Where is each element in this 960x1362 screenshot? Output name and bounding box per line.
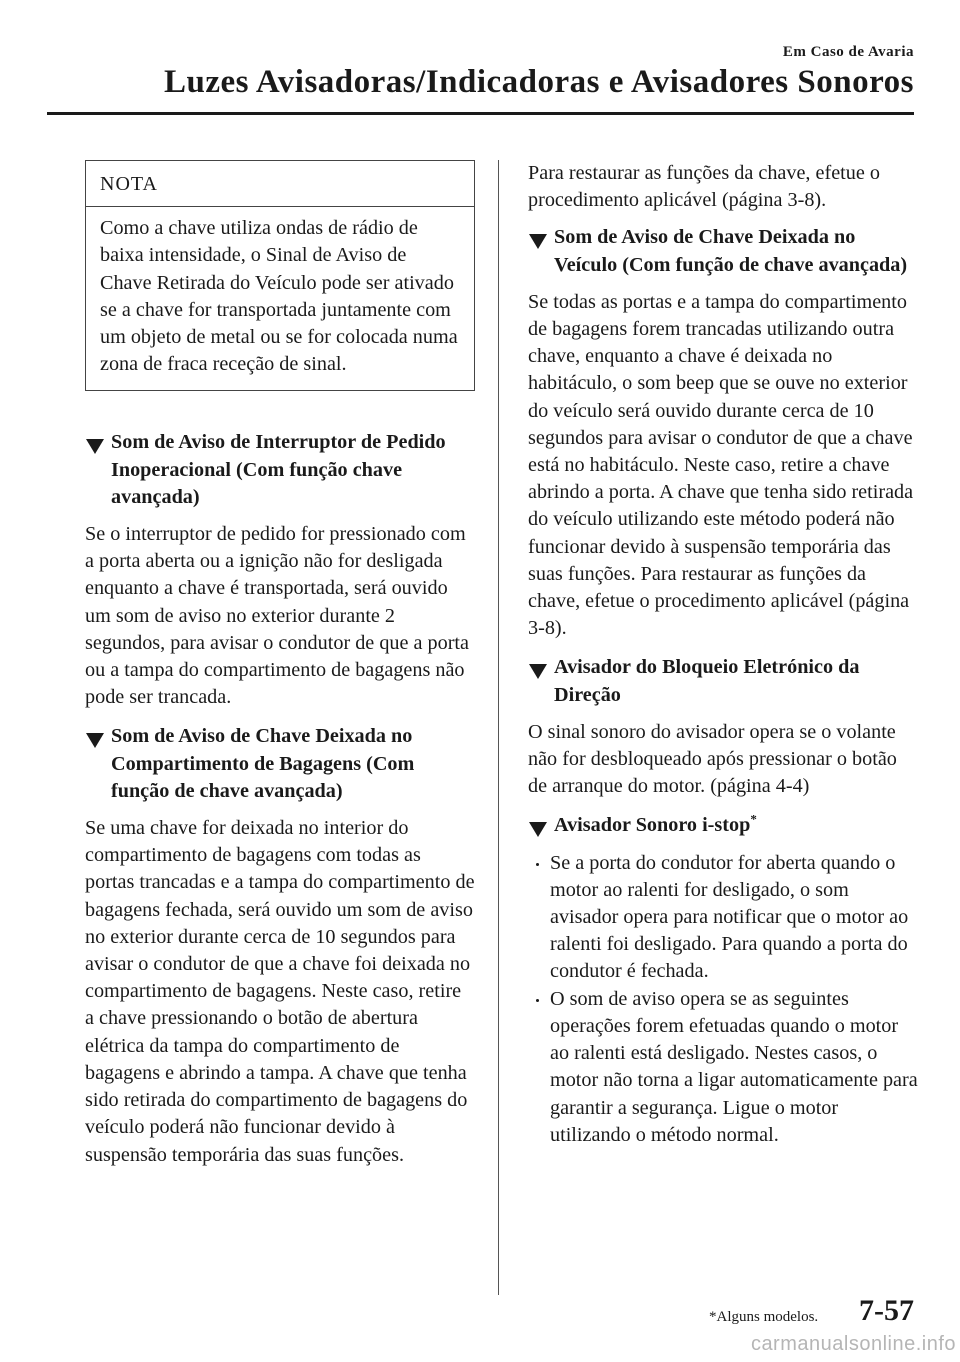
note-box bbox=[85, 160, 475, 391]
section-body: O sinal sonoro do avisador opera se o volante não for desbloqueado após pressionar o botão de arranque do motor. (página 4-4) bbox=[528, 720, 897, 798]
section-heading-text: Avisador do Bloqueio Eletrónico da Direção bbox=[554, 656, 860, 706]
section-heading-text: Som de Aviso de Interruptor de Pedido Inoperacional (Com função chave avançada) bbox=[111, 431, 446, 508]
bullet-dot-icon bbox=[536, 999, 539, 1002]
section-heading bbox=[528, 812, 920, 839]
header-rule bbox=[47, 112, 914, 115]
section-heading bbox=[85, 723, 475, 805]
note-body: Como a chave utiliza ondas de rádio de baixa intensidade, o Sinal de Aviso de Chave Retirada do Veículo pode ser ativado se a chave for transportada juntamente com um objeto de metal ou se for colocada numa zona de fraca receção de sinal. bbox=[100, 217, 458, 376]
section-heading bbox=[528, 654, 920, 708]
right-column bbox=[528, 160, 920, 1149]
page-title: Luzes Avisadoras/Indicadoras e Avisadores Sonoros bbox=[163, 64, 914, 100]
section-heading bbox=[528, 224, 920, 278]
triangle-bullet-icon bbox=[86, 733, 104, 748]
column-divider bbox=[498, 160, 499, 1295]
section-heading bbox=[85, 429, 475, 511]
triangle-bullet-icon bbox=[529, 234, 547, 249]
triangle-bullet-icon bbox=[529, 822, 547, 837]
section-heading-text: Som de Aviso de Chave Deixada no Veículo (Com função de chave avançada) bbox=[554, 226, 908, 276]
continued-paragraph: Para restaurar as funções da chave, efetue o procedimento aplicável (página 3-8). bbox=[528, 162, 880, 212]
triangle-bullet-icon bbox=[529, 664, 547, 679]
note-title: NOTA bbox=[86, 161, 474, 207]
section-body: Se todas as portas e a tampa do compartimento de bagagens forem trancadas utilizando outra chave, enquanto a chave é deixada no habitáculo, o som beep que se ouve no exterior do veículo será ouvido durante cerca de 10 segundos para avisar o condutor de que a chave está no habitáculo. Neste caso, retire a chave abrindo a porta. A chave que tenha sido retirada do veículo utilizando este método poderá não funcionar devido à suspensão temporária das suas funções. Para restaurar as funções da chave, efetue o procedimento aplicável (página 3-8). bbox=[528, 290, 914, 640]
list-item-text: Se a porta do condutor for aberta quando o motor ao ralenti for desligado, o som avisador opera para notificar que o motor ao ralenti foi desligado. Para quando a porta do condutor é fechada. bbox=[550, 851, 909, 983]
watermark: carmanualsonline.info bbox=[750, 1333, 956, 1355]
left-column bbox=[85, 160, 475, 1181]
bullet-dot-icon bbox=[536, 863, 539, 866]
section-heading-text: Avisador Sonoro i-stop bbox=[554, 814, 751, 837]
section-body: Se o interruptor de pedido for pressionado com a porta aberta ou a ignição não for desligada enquanto a chave é transportada, será ouvido um som de aviso no exterior durante 2 segundos, para avisar o condutor de que a porta ou a tampa do compartimento de bagagens não pode ser trancada. bbox=[85, 523, 469, 709]
list-item bbox=[528, 850, 920, 986]
footnote: *Alguns modelos. bbox=[709, 1309, 819, 1325]
section-body: Se uma chave for deixada no interior do compartimento de bagagens com todas as portas trancadas e a tampa do compartimento de bagagens fechada, será ouvido um som de aviso no exterior durante cerca de 10 segundos para avisar o condutor de que a chave foi deixada no compartimento de bagagens. Neste caso, retire a chave pressionando o botão de abertura elétrica da tampa do compartimento de bagagens e abrindo a tampa. A chave que tenha sido retirada do compartimento de bagagens do veículo poderá não funcionar devido à suspensão temporária das suas funções. bbox=[85, 817, 475, 1166]
section-title: Em Caso de Avaria bbox=[782, 44, 914, 60]
triangle-bullet-icon bbox=[86, 439, 104, 454]
list-item-text: O som de aviso opera se as seguintes operações forem efetuadas quando o motor ao ralenti está desligado. Nestes casos, o motor não torna a ligar automaticamente para garantir a segurança. Ligue o motor utilizando o método normal. bbox=[550, 987, 918, 1146]
optional-feature-asterisk: * bbox=[750, 811, 757, 827]
section-heading-text: Som de Aviso de Chave Deixada no Compartimento de Bagagens (Com função de chave avançada) bbox=[111, 725, 415, 802]
list-item bbox=[528, 986, 920, 1149]
page-number: 7-57 bbox=[859, 1294, 914, 1327]
